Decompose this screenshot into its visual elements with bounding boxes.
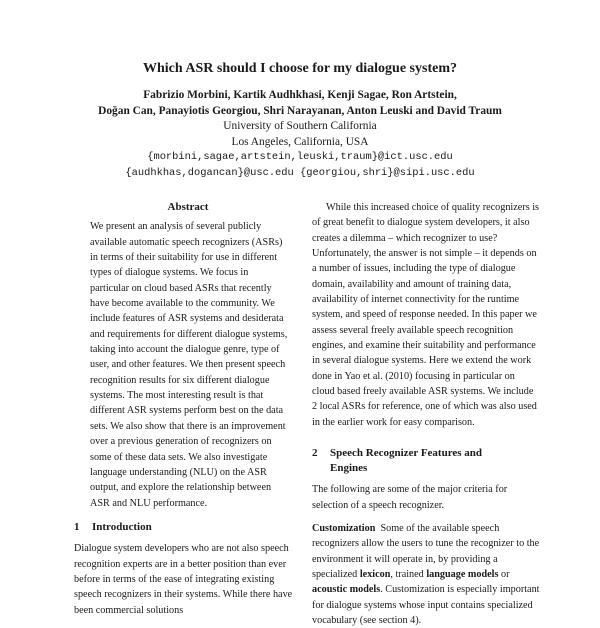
left-column [74,200,302,618]
location: Los Angeles, California, USA [231,135,369,148]
section-2-text: The following are some of the major criteria for selection of a speech recognizer. [312,484,508,511]
customization-label: Customization [312,522,376,534]
affiliation: University of Southern California [223,120,377,132]
term-acoustic-models: acoustic models [312,584,381,596]
email-line-1: {morbini,sagae,artstein,leuski,traum}@ict.usc.edu [147,151,453,163]
abstract-heading: Abstract [167,201,209,213]
intro-continuation-text: While this increased choice of quality recognizers is of great benefit to dialogue system developers, it also creates a dilemma – which recognizer to use? Unfortunately, the answer is not simple – it depends on a number of issues, including the type of dialogue domain, availability and amount of training data, availability of internet connectivity for the runtime system, and speed of response needed. In this paper we assess several freely available speech recognition engines, and examine their suitability and performance in several dialogue systems. Here we extend the work done in Yao et al. (2010) focusing in particular on cloud based freely available ASR systems. We include 2 local ASRs for reference, one of which was also used in the earlier work for easy comparison. [312,202,540,428]
term-language-models: language models [426,568,499,580]
section-1-number: 1 [74,520,80,533]
section-1-text: Dialogue system developers who are not also speech recognition experts are in a better position than ever before in terms of the ease of integrating existing speech recognizers in their systems. While there have been commercial solutions [74,543,293,616]
section-2-heading [312,446,540,476]
email-line-2: {audhkhas,dogancan}@usc.edu {georgiou,shri}@sipi.usc.edu [125,166,475,179]
section-2-title-line-1: Speech Recognizer Features and [330,447,483,460]
customization-text-b: . Customization is especially important for dialogue systems whose input contains specialized vocabulary (see section 4). [312,584,540,626]
author-block [0,88,600,181]
authors-line-1: Fabrizio Morbini, Kartik Audhkhasi, Kenji Sagae, Ron Artstein, [143,89,457,101]
section-2-number: 2 [312,447,318,460]
section-1-title: Introduction [92,520,152,533]
customization-sep-1: , trained [390,568,424,580]
customization-text-a: Some of the available speech recognizers allow the users to tune the recognizer to the environment it will operate in, by providing a specialized [312,522,540,580]
section-1-heading [74,520,302,535]
customization-paragraph [312,521,540,628]
authors-line-2: Doğan Can, Panayiotis Georgiou, Shri Narayanan, Anton Leuski and David Traum [98,104,502,117]
right-column [312,200,540,628]
abstract-text: We present an analysis of several publicly available automatic speech recognizers (ASRs) in terms of their suitability for use in different types of dialogue systems. We focus in particular on cloud based ASRs that recently have become available to the community. We include features of ASR systems and desiderata and requirements for different dialogue systems, taking into account the dialogue genre, type of user, and other features. We then present speech recognition results for six different dialogue systems. The most interesting result is that different ASR systems perform best on the data sets. We also show that there is an improvement over a previous generation of recognizers on some of these data sets. We also investigate language understanding (NLU) on the ASR output, and explore the relationship between ASR and NLU performance. [90,221,288,509]
customization-sep-2: or [498,568,510,580]
paper-title: Which ASR should I choose for my dialogue system? [142,61,457,76]
term-lexicon: lexicon [359,568,391,580]
section-2-title-line-2: Engines [330,462,368,475]
